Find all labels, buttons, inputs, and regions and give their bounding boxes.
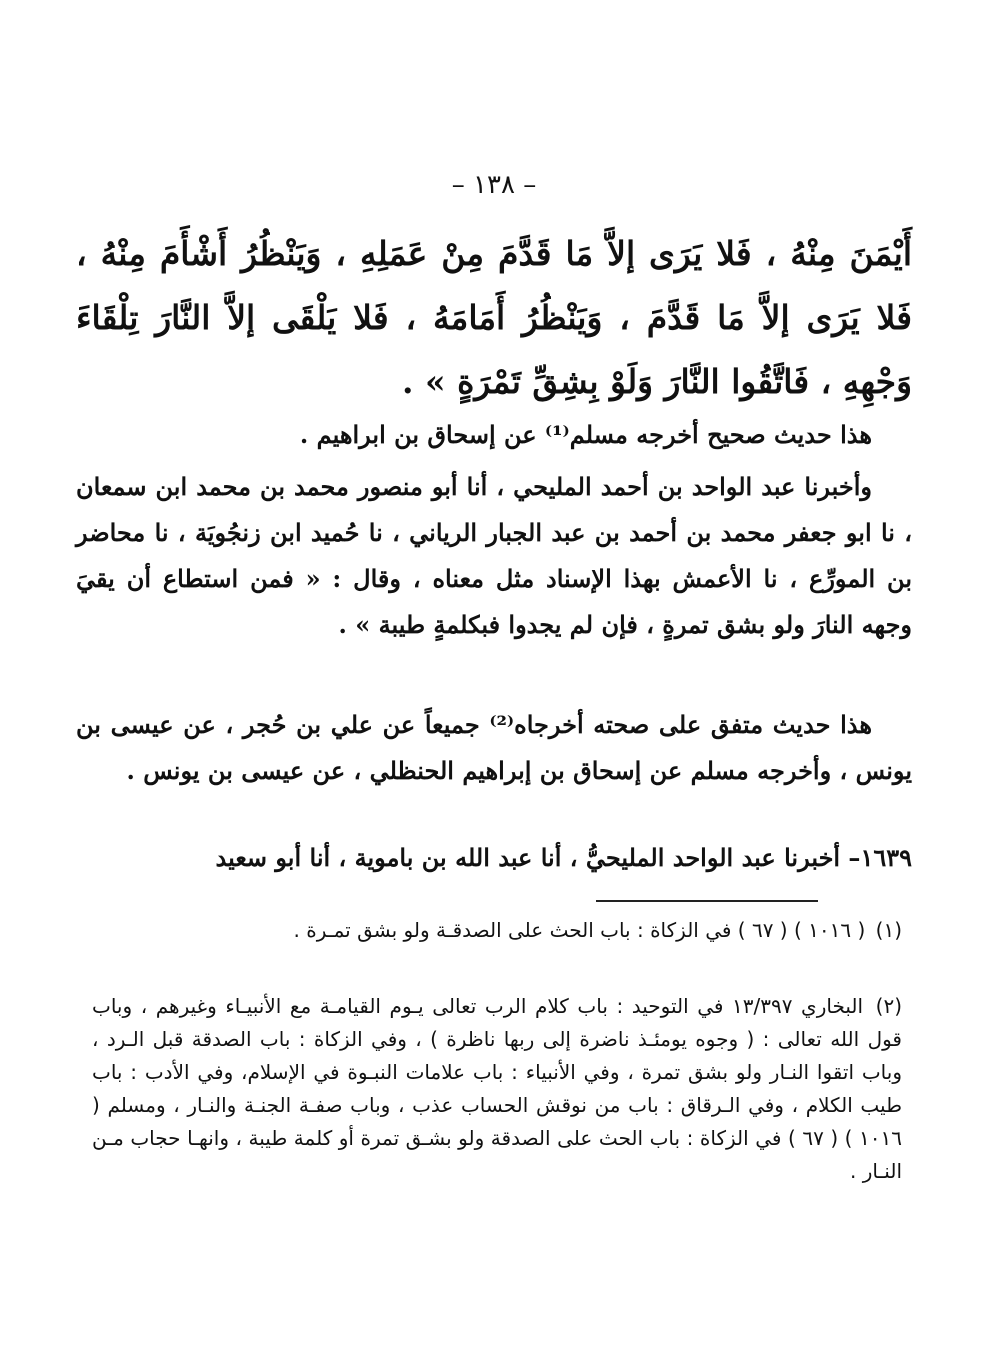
footnote-1-marker: (١)	[875, 918, 902, 942]
footnote-2-text: البخاري ١٣/٣٩٧ في التوحيد : باب كلام الرب تعالى يـوم القيامـة مع الأنبيـاء وغيرهم ، وباب قول الله تعالى : ( وجوه يومئـذ ناضرة إلى ربها ناظرة ) ، وفي الزكاة : باب الصدقة قبل الـرد ، وباب اتقوا النـار ولو بشق تمرة ، وفي الأنبياء : باب علامات النبـوة في الإسلام، وفي الأدب : باب طيب الكلام ، وفي الـرقاق : باب من نوقش الحساب عذب ، وباب صفـة الجنـة والنـار ، ومسلم ( ١٠١٦ ) ( ٦٧ ) في الزكاة : باب الحث على الصدقة ولو بشـق تمرة أو كلمة طيبة ، وانهـا حجاب مـن النـار .	[92, 994, 902, 1183]
page-number: – ١٣٨ –	[451, 170, 537, 200]
hadith-text: أَيْمَنَ مِنْهُ ، فَلا يَرَى إلاَّ مَا قَدَّمَ مِنْ عَمَلِهِ ، وَيَنْظُرُ أَشْأَمَ مِنْهُ ، فَلا يَرَى إلاَّ مَا قَدَّمَ ، وَيَنْظُرُ أَمَامَهُ ، فَلا يَلْقَى إلاَّ النَّارَ تِلْقَاءَ وَجْهِهِ ، فَاتَّقُوا النَّارَ وَلَوْ بِشِقِّ تَمْرَةٍ » .	[76, 234, 912, 401]
paragraph-isnad: وأخبرنا عبد الواحد بن أحمد المليحي ، أنا أبو منصور محمد بن محمد ابن سمعان ، نا ابو جعفر محمد بن أحمد بن عبد الجبار الرياني ، نا حُميد ابن زنجُويَة ، نا محاضر بن المورِّع ، نا الأعمش بهذا الإسناد مثل معناه ، وقال : « فمن استطاع أن يقيَ وجهه النارَ ولو بشق تمرةٍ ، فإن لم يجدوا فبكلمةٍ طيبة » .	[76, 472, 912, 639]
paragraph-hadith-1639: ١٦٣٩– أخبرنا عبد الواحد المليحيُّ ، أنا عبد الله بن باموية ، أنا أبو سعيد	[215, 843, 912, 872]
paragraph-takhrij-1: هذا حديث صحيح أخرجه مسلم⁽¹⁾ عن إسحاق بن ابراهيم .	[299, 420, 872, 449]
footnote-2-marker: (٢)	[875, 994, 903, 1018]
footnote-1	[92, 914, 902, 947]
footnote-1-text: ( ١٠١٦ ) ( ٦٧ ) في الزكاة : باب الحث على الصدقـة ولو بشق تمـرة .	[293, 918, 866, 942]
footnote-divider	[596, 900, 818, 902]
footnote-2	[92, 990, 902, 1188]
paragraph-takhrij-2: هذا حديث متفق على صحته أخرجاه⁽²⁾ جميعاً عن علي بن حُجر ، عن عيسى بن يونس ، وأخرجه مسلم عن إسحاق بن إبراهيم الحنظلي ، عن عيسى بن يونس .	[76, 710, 912, 785]
